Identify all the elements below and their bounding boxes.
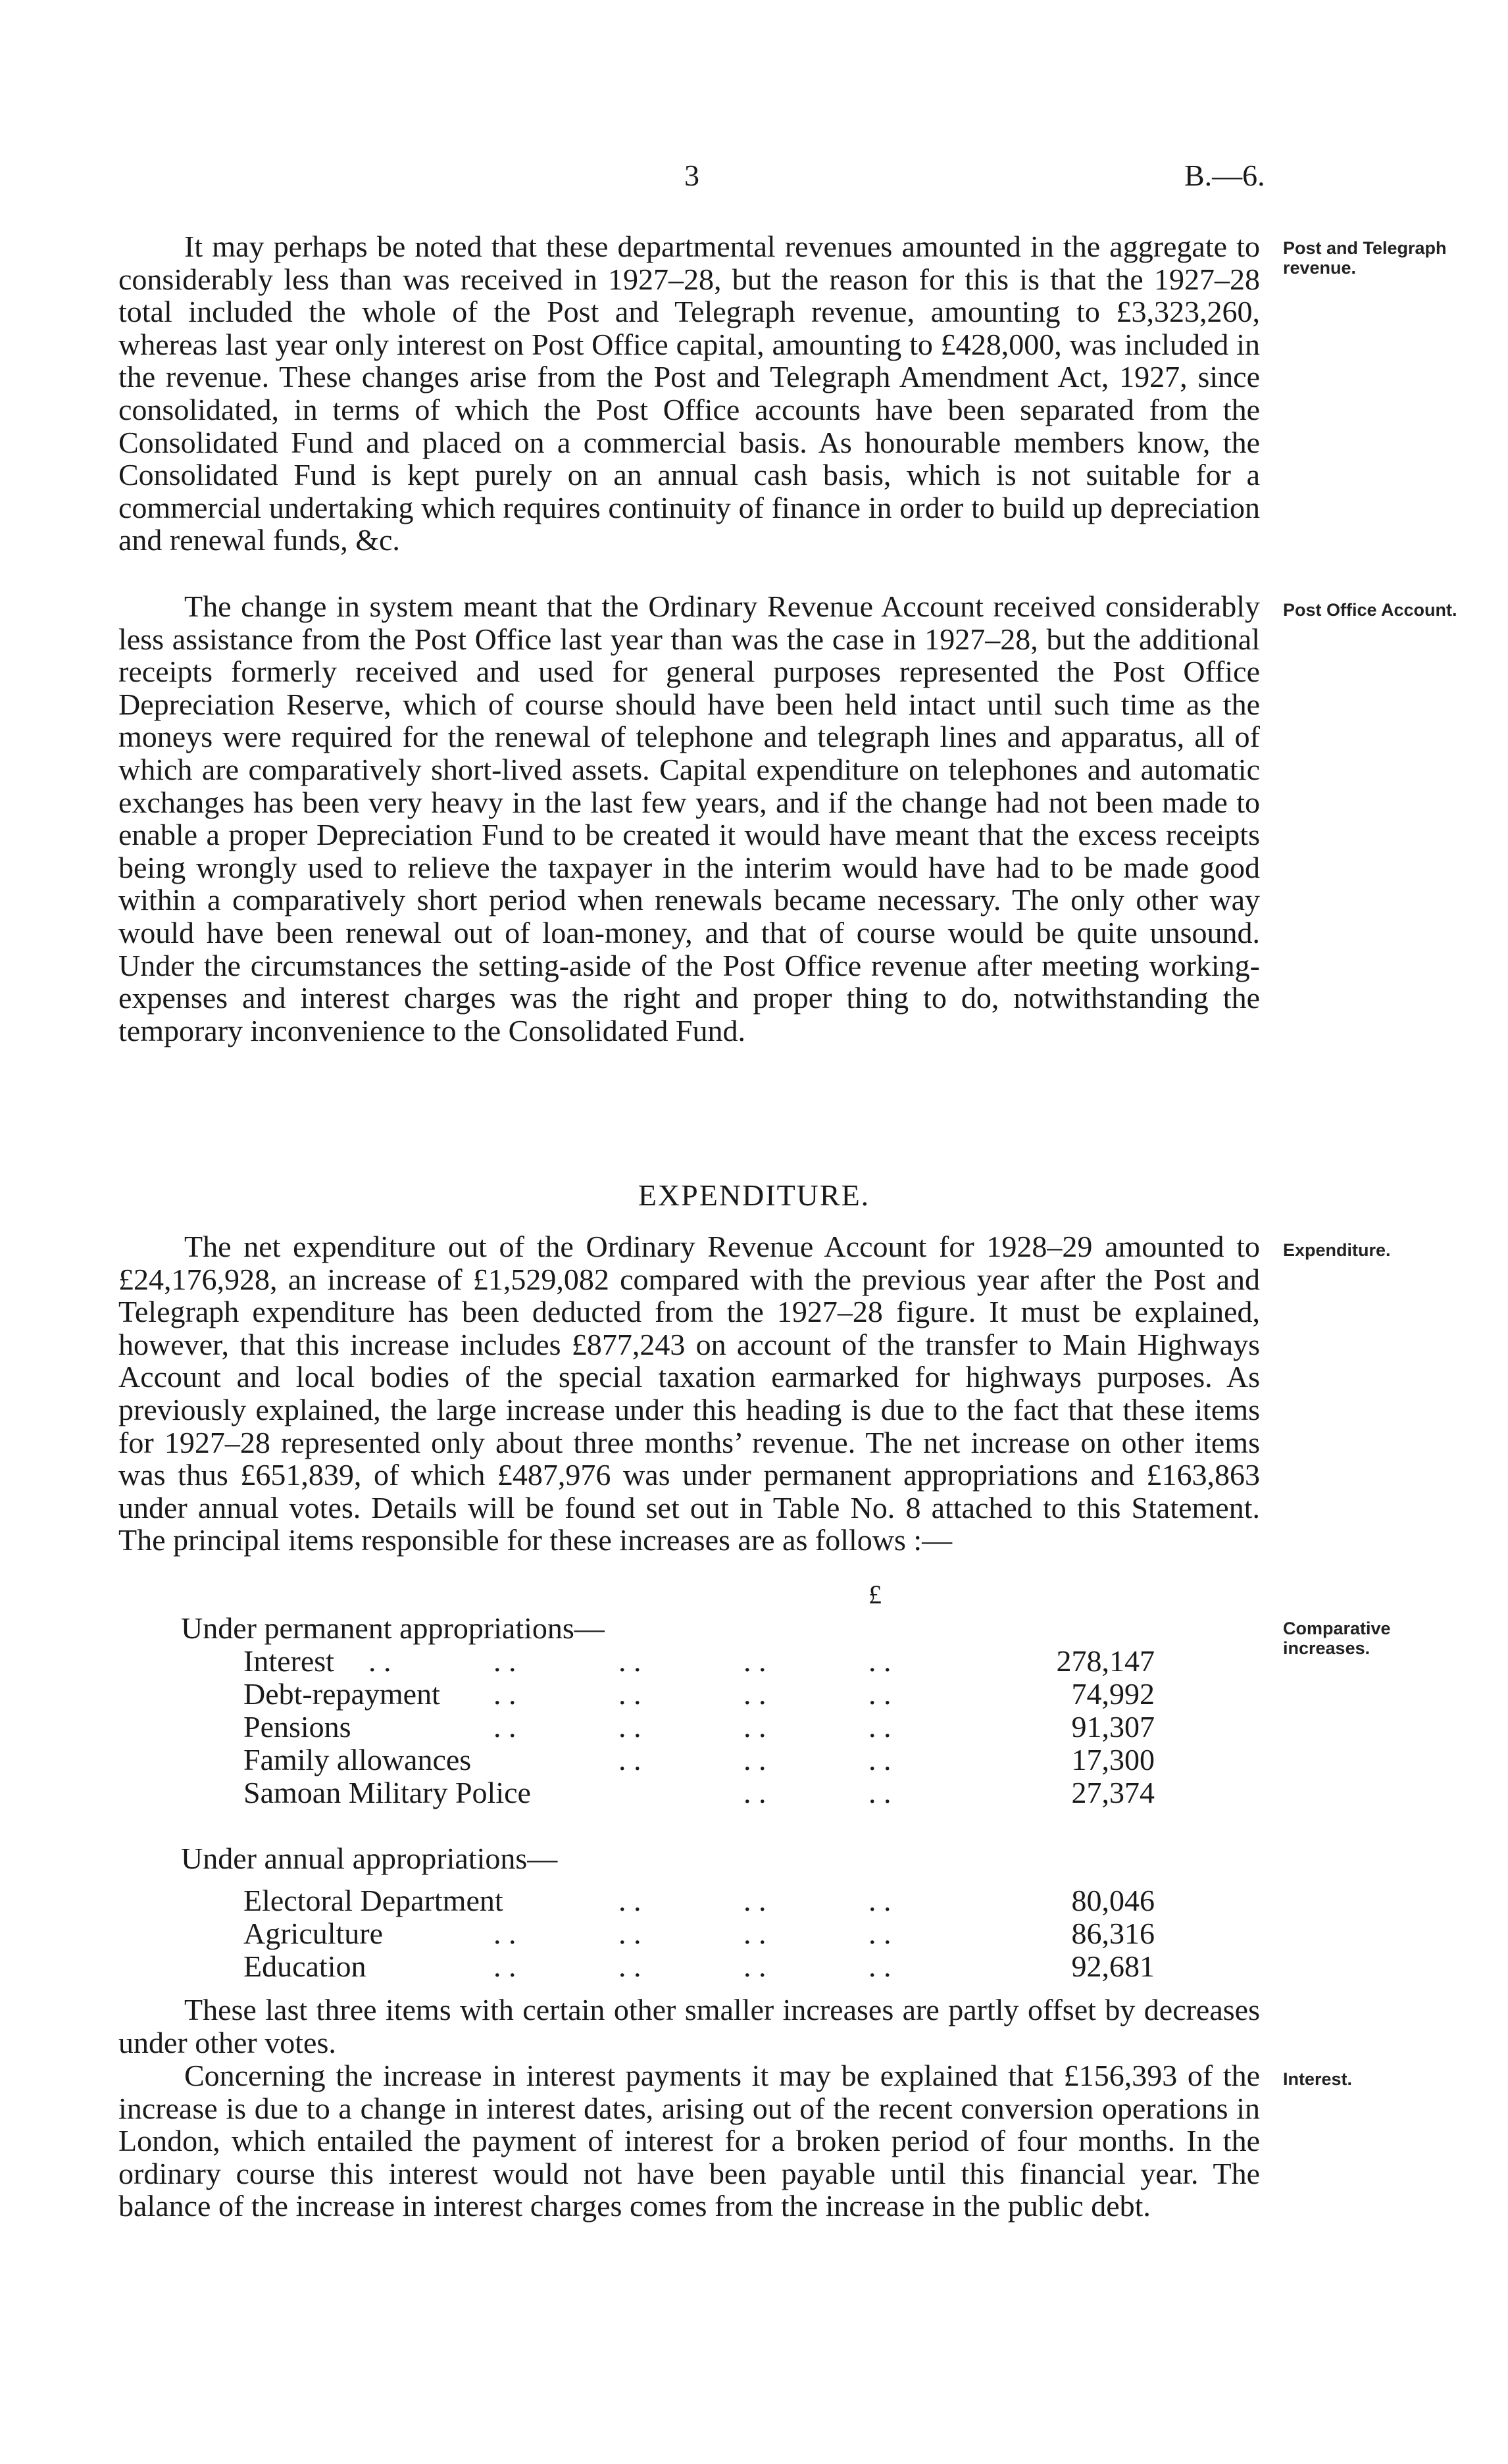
side-note-comparative-increases: Comparative increases.	[1283, 1619, 1391, 1658]
table-row: . . . . . . . . Debt-repayment 74,992	[243, 1677, 1155, 1711]
item-label: Electoral Department	[243, 1884, 503, 1917]
item-label: Family allowances	[243, 1743, 472, 1776]
side-note-post-office-account: Post Office Account.	[1283, 600, 1457, 620]
appropriations-table	[181, 1612, 1155, 1983]
section-heading-expenditure: EXPENDITURE.	[638, 1178, 870, 1212]
item-amount: 80,046	[1071, 1884, 1155, 1917]
paragraph-text: Concerning the increase in interest payments it may be explained that £156,393 of the increase is due to a change in interest dates, arising out of the recent conversion operations in London, which entailed the payment of interest for a broken period of four months. In the ordinary course this interest would not have been payable until this financial year. The balance of the increase in interest charges comes from the increase in the public debt.	[118, 2059, 1260, 2223]
item-amount: 91,307	[1071, 1710, 1155, 1744]
item-amount: 278,147	[1056, 1644, 1155, 1678]
item-amount: 86,316	[1071, 1917, 1155, 1950]
currency-symbol: £	[868, 1580, 882, 1609]
table-row: . . . . . . Electoral Department 80,046	[243, 1884, 1155, 1917]
item-amount: 27,374	[1071, 1776, 1155, 1809]
paragraph-post-office-account	[118, 590, 1260, 1047]
table-row: . . . . Samoan Military Police 27,374	[243, 1776, 1155, 1809]
paragraph-text: The net expenditure out of the Ordinary Revenue Account for 1928–29 amounted to £24,176,928, an increase of £1,529,082 compared with the previous year after the Post and Telegraph expenditure has been deducted from the 1927–28 figure. It must be explained, however, that this increase includes £877,243 on account of the transfer to Main Highways Account and local bodies of the special taxation earmarked for highways purposes. As previously explained, the large increase under this heading is due to the fact that these items for 1927–28 represented only about three months’ revenue. The net increase on other items was thus £651,839, of which £487,976 was under permanent appropriations and £163,863 under annual votes. Details will be found set out in Table No. 8 attached to this Statement. The principal items responsible for these increases are as follows :—	[118, 1230, 1260, 1557]
paragraph-interest	[118, 2059, 1260, 2223]
side-note-expenditure: Expenditure.	[1283, 1240, 1391, 1260]
side-note-post-telegraph: Post and Telegraph revenue.	[1283, 238, 1447, 278]
table-row: . . . . . . . . Agriculture 86,316	[243, 1917, 1155, 1950]
document-reference: B.—6.	[1184, 159, 1265, 192]
side-note-interest: Interest.	[1283, 2069, 1353, 2089]
annual-appropriations-label: Under annual appropriations—	[181, 1842, 558, 1875]
paragraph-text: It may perhaps be noted that these departmental revenues amounted in the aggregate to considerably less than was received in 1927–28, but the reason for this is that the 1927–28 total included the whole of the Post and Telegraph revenue, amounting to £3,323,260, whereas last year only interest on Post Office capital, amounting to £428,000, was included in the revenue. These changes arise from the Post and Telegraph Amendment Act, 1927, since consolidated, in terms of which the Post Office accounts have been separated from the Consolidated Fund and placed on a commercial basis. As honourable members know, the Consolidated Fund is kept purely on an annual cash basis, which is not suitable for a commercial undertaking which requires continuity of finance in order to build up depreciation and renewal funds, &c.	[118, 230, 1260, 557]
permanent-appropriations-label: Under permanent appropriations—	[181, 1611, 605, 1645]
table-row: . . . . . . . . Education 92,681	[243, 1949, 1155, 1983]
item-label: Interest	[243, 1644, 334, 1678]
paragraph-offset	[118, 1994, 1260, 2059]
paragraph-text: These last three items with certain other smaller increases are partly offset by decreases under other votes.	[118, 1993, 1260, 2059]
paragraph-text: The change in system meant that the Ordinary Revenue Account received considerably less assistance from the Post Office last year than was the case in 1927–28, but the additional receipts formerly received and used for general purposes represented the Post Office Depreciation Reserve, which of course should have been held intact until such time as the moneys were required for the renewal of telephone and telegraph lines and apparatus, all of which are comparatively short-lived assets. Capital expenditure on telephones and automatic exchanges has been very heavy in the last few years, and if the change had not been made to enable a proper Depreciation Fund to be created it would have meant that the excess receipts being wrongly used to relieve the taxpayer in the interim would have had to be made good within a comparatively short period when renewals became necessary. The only other way would have been renewal out of loan-money, and that of course would be quite unsound. Under the circumstances the setting-aside of the Post Office revenue after meeting working-expenses and interest charges was the right and proper thing to do, notwithstanding the temporary inconvenience to the Consolidated Fund.	[118, 590, 1260, 1047]
paragraph-post-telegraph-revenue	[118, 230, 1260, 557]
item-amount: 17,300	[1071, 1743, 1155, 1776]
item-label: Samoan Military Police	[243, 1776, 531, 1809]
item-label: Debt-repayment	[243, 1677, 440, 1711]
item-amount: 74,992	[1071, 1677, 1155, 1711]
table-row: . . . . . . Family allowances 17,300	[243, 1743, 1155, 1776]
item-label: Education	[243, 1949, 366, 1983]
page-number: 3	[684, 159, 699, 192]
paragraph-expenditure	[118, 1230, 1260, 1557]
item-label: Pensions	[243, 1710, 351, 1744]
table-row: . . . . . . . . Pensions 91,307	[243, 1710, 1155, 1744]
item-label: Agriculture	[243, 1917, 384, 1950]
item-amount: 92,681	[1071, 1949, 1155, 1983]
table-row: . . . . . . . . . . Interest 278,147	[243, 1644, 1155, 1678]
